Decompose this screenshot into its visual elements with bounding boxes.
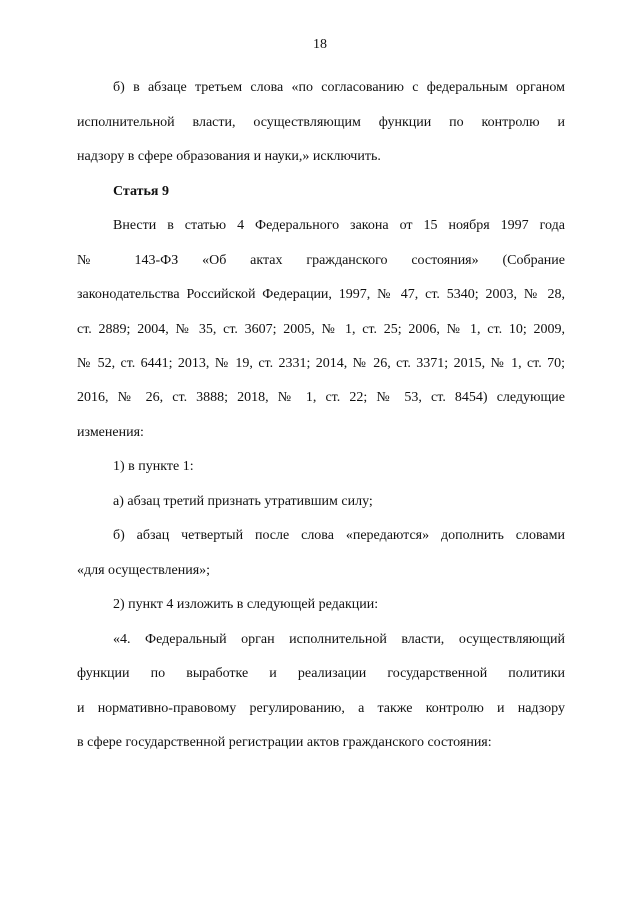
list-item: 2) пункт 4 изложить в следующей редакции: — [113, 597, 379, 612]
list-item: б) абзац четвертый после слова «передаются» дополнить словами — [113, 528, 565, 543]
list-item: а) абзац третий признать утратившим силу; — [113, 494, 373, 509]
text-line: функции по выработке и реализации государственной политики — [77, 666, 565, 681]
text-line: Внести в статью 4 Федерального закона от 15 ноября 1997 года — [113, 218, 565, 233]
text-line: 2016, № 26, ст. 3888; 2018, № 1, ст. 22; № 53, ст. 8454) следующие — [77, 390, 565, 405]
text-line: надзору в сфере образования и науки,» исключить. — [77, 149, 381, 164]
text-line: б) в абзаце третьем слова «по согласованию с федеральным органом — [113, 80, 565, 95]
text-line: «для осуществления»; — [77, 563, 211, 578]
text-line: «4. Федеральный орган исполнительной власти, осуществляющий — [113, 632, 565, 647]
text-line: законодательства Российской Федерации, 1997, № 47, ст. 5340; 2003, № 28, — [77, 287, 565, 302]
page-number: 18 — [313, 37, 327, 52]
text-line: № 52, ст. 6441; 2013, № 19, ст. 2331; 2014, № 26, ст. 3371; 2015, № 1, ст. 70; — [77, 356, 565, 371]
text-line: и нормативно-правовому регулированию, а также контролю и надзору — [77, 701, 565, 716]
text-line: исполнительной власти, осуществляющим функции по контролю и — [77, 115, 565, 130]
text-line: ст. 2889; 2004, № 35, ст. 3607; 2005, № 1, ст. 25; 2006, № 1, ст. 10; 2009, — [77, 322, 565, 337]
text-line: изменения: — [77, 425, 144, 440]
list-item: 1) в пункте 1: — [113, 459, 194, 474]
article-heading: Статья 9 — [113, 184, 169, 199]
text-line: № 143-ФЗ «Об актах гражданского состояния» (Собрание — [77, 253, 565, 268]
text-line: в сфере государственной регистрации актов гражданского состояния: — [77, 735, 492, 750]
